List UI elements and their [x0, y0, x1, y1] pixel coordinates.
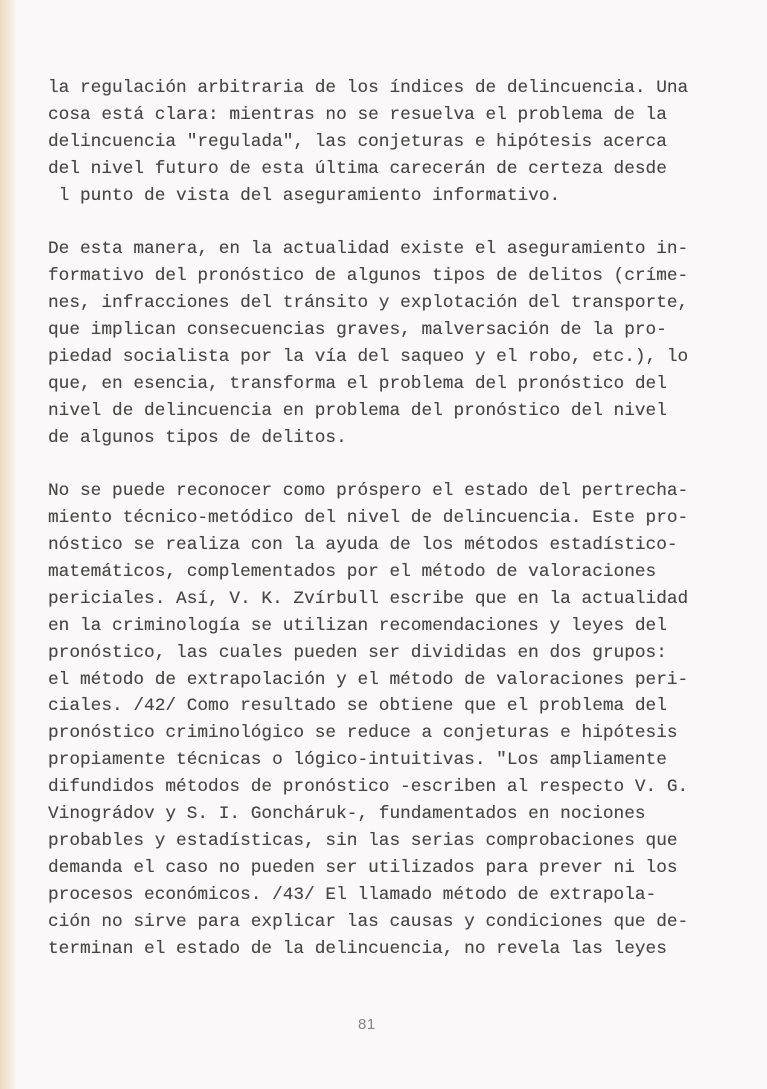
text-line: la regulación arbitraria de los índices de delincuencia. Una	[48, 78, 689, 98]
paragraph	[48, 478, 748, 962]
text-line: difundidos métodos de pronóstico -escriben al respecto V. G.	[48, 777, 689, 798]
text-line: procesos económicos. /43/ El llamado método de extrapola-	[48, 884, 657, 905]
text-line: l punto de vista del aseguramiento informativo.	[48, 185, 561, 206]
page-number: 81	[358, 1016, 376, 1033]
paragraph-gap	[48, 209, 748, 236]
text-line: delincuencia "regulada", las conjeturas e hipótesis acerca	[48, 131, 667, 152]
text-line: que, en esencia, transforma el problema del pronóstico del	[48, 373, 667, 394]
text-line: matemáticos, complementados por el método de valoraciones	[48, 562, 657, 583]
text-line: De esta manera, en la actualidad existe el aseguramiento in-	[48, 239, 689, 260]
text-line: miento técnico-metódico del nivel de delincuencia. Este pro-	[48, 508, 689, 529]
paragraph	[48, 75, 748, 209]
paragraph	[48, 236, 748, 451]
paragraph-gap	[48, 451, 748, 478]
text-line: piedad socialista por la vía del saqueo y el robo, etc.), lo	[48, 346, 689, 367]
text-line: que implican consecuencias graves, malversación de la pro-	[48, 320, 667, 341]
text-line: del nivel futuro de esta última carecerán de certeza desde	[48, 158, 667, 179]
text-line: nivel de delincuencia en problema del pronóstico del nivel	[48, 400, 667, 421]
text-line: el método de extrapolación y el método de valoraciones peri-	[48, 669, 689, 690]
text-line: de algunos tipos de delitos.	[48, 427, 347, 448]
text-line: demanda el caso no pueden ser utilizados para prever ni los	[48, 857, 678, 878]
text-line: formativo del pronóstico de algunos tipos de delitos (críme-	[48, 266, 689, 287]
text-line: terminan el estado de la delincuencia, no revela las leyes	[48, 938, 667, 959]
page-body	[48, 75, 748, 962]
text-line: Vinográdov y S. I. Goncháruk-, fundamentados en nociones	[48, 804, 646, 825]
text-line: ciales. /42/ Como resultado se obtiene que el problema del	[48, 696, 667, 717]
text-line: probables y estadísticas, sin las serias comprobaciones que	[48, 830, 678, 851]
text-line: ción no sirve para explicar las causas y condiciones que de-	[48, 911, 689, 932]
binding-shadow	[0, 0, 16, 1089]
text-line: cosa está clara: mientras no se resuelva el problema de la	[48, 104, 667, 125]
text-line: nes, infracciones del tránsito y explotación del transporte,	[48, 293, 689, 314]
text-line: pronóstico criminológico se reduce a conjeturas e hipótesis	[48, 723, 678, 744]
text-line: No se puede reconocer como próspero el estado del pertrecha-	[48, 481, 689, 502]
text-line: periciales. Así, V. K. Zvírbull escribe que en la actualidad	[48, 588, 689, 609]
text-line: propiamente técnicas o lógico-intuitivas. "Los ampliamente	[48, 750, 667, 771]
text-line: nóstico se realiza con la ayuda de los métodos estadístico-	[48, 535, 678, 556]
text-line: pronóstico, las cuales pueden ser divididas en dos grupos:	[48, 642, 667, 663]
text-line: en la criminología se utilizan recomendaciones y leyes del	[48, 615, 667, 636]
